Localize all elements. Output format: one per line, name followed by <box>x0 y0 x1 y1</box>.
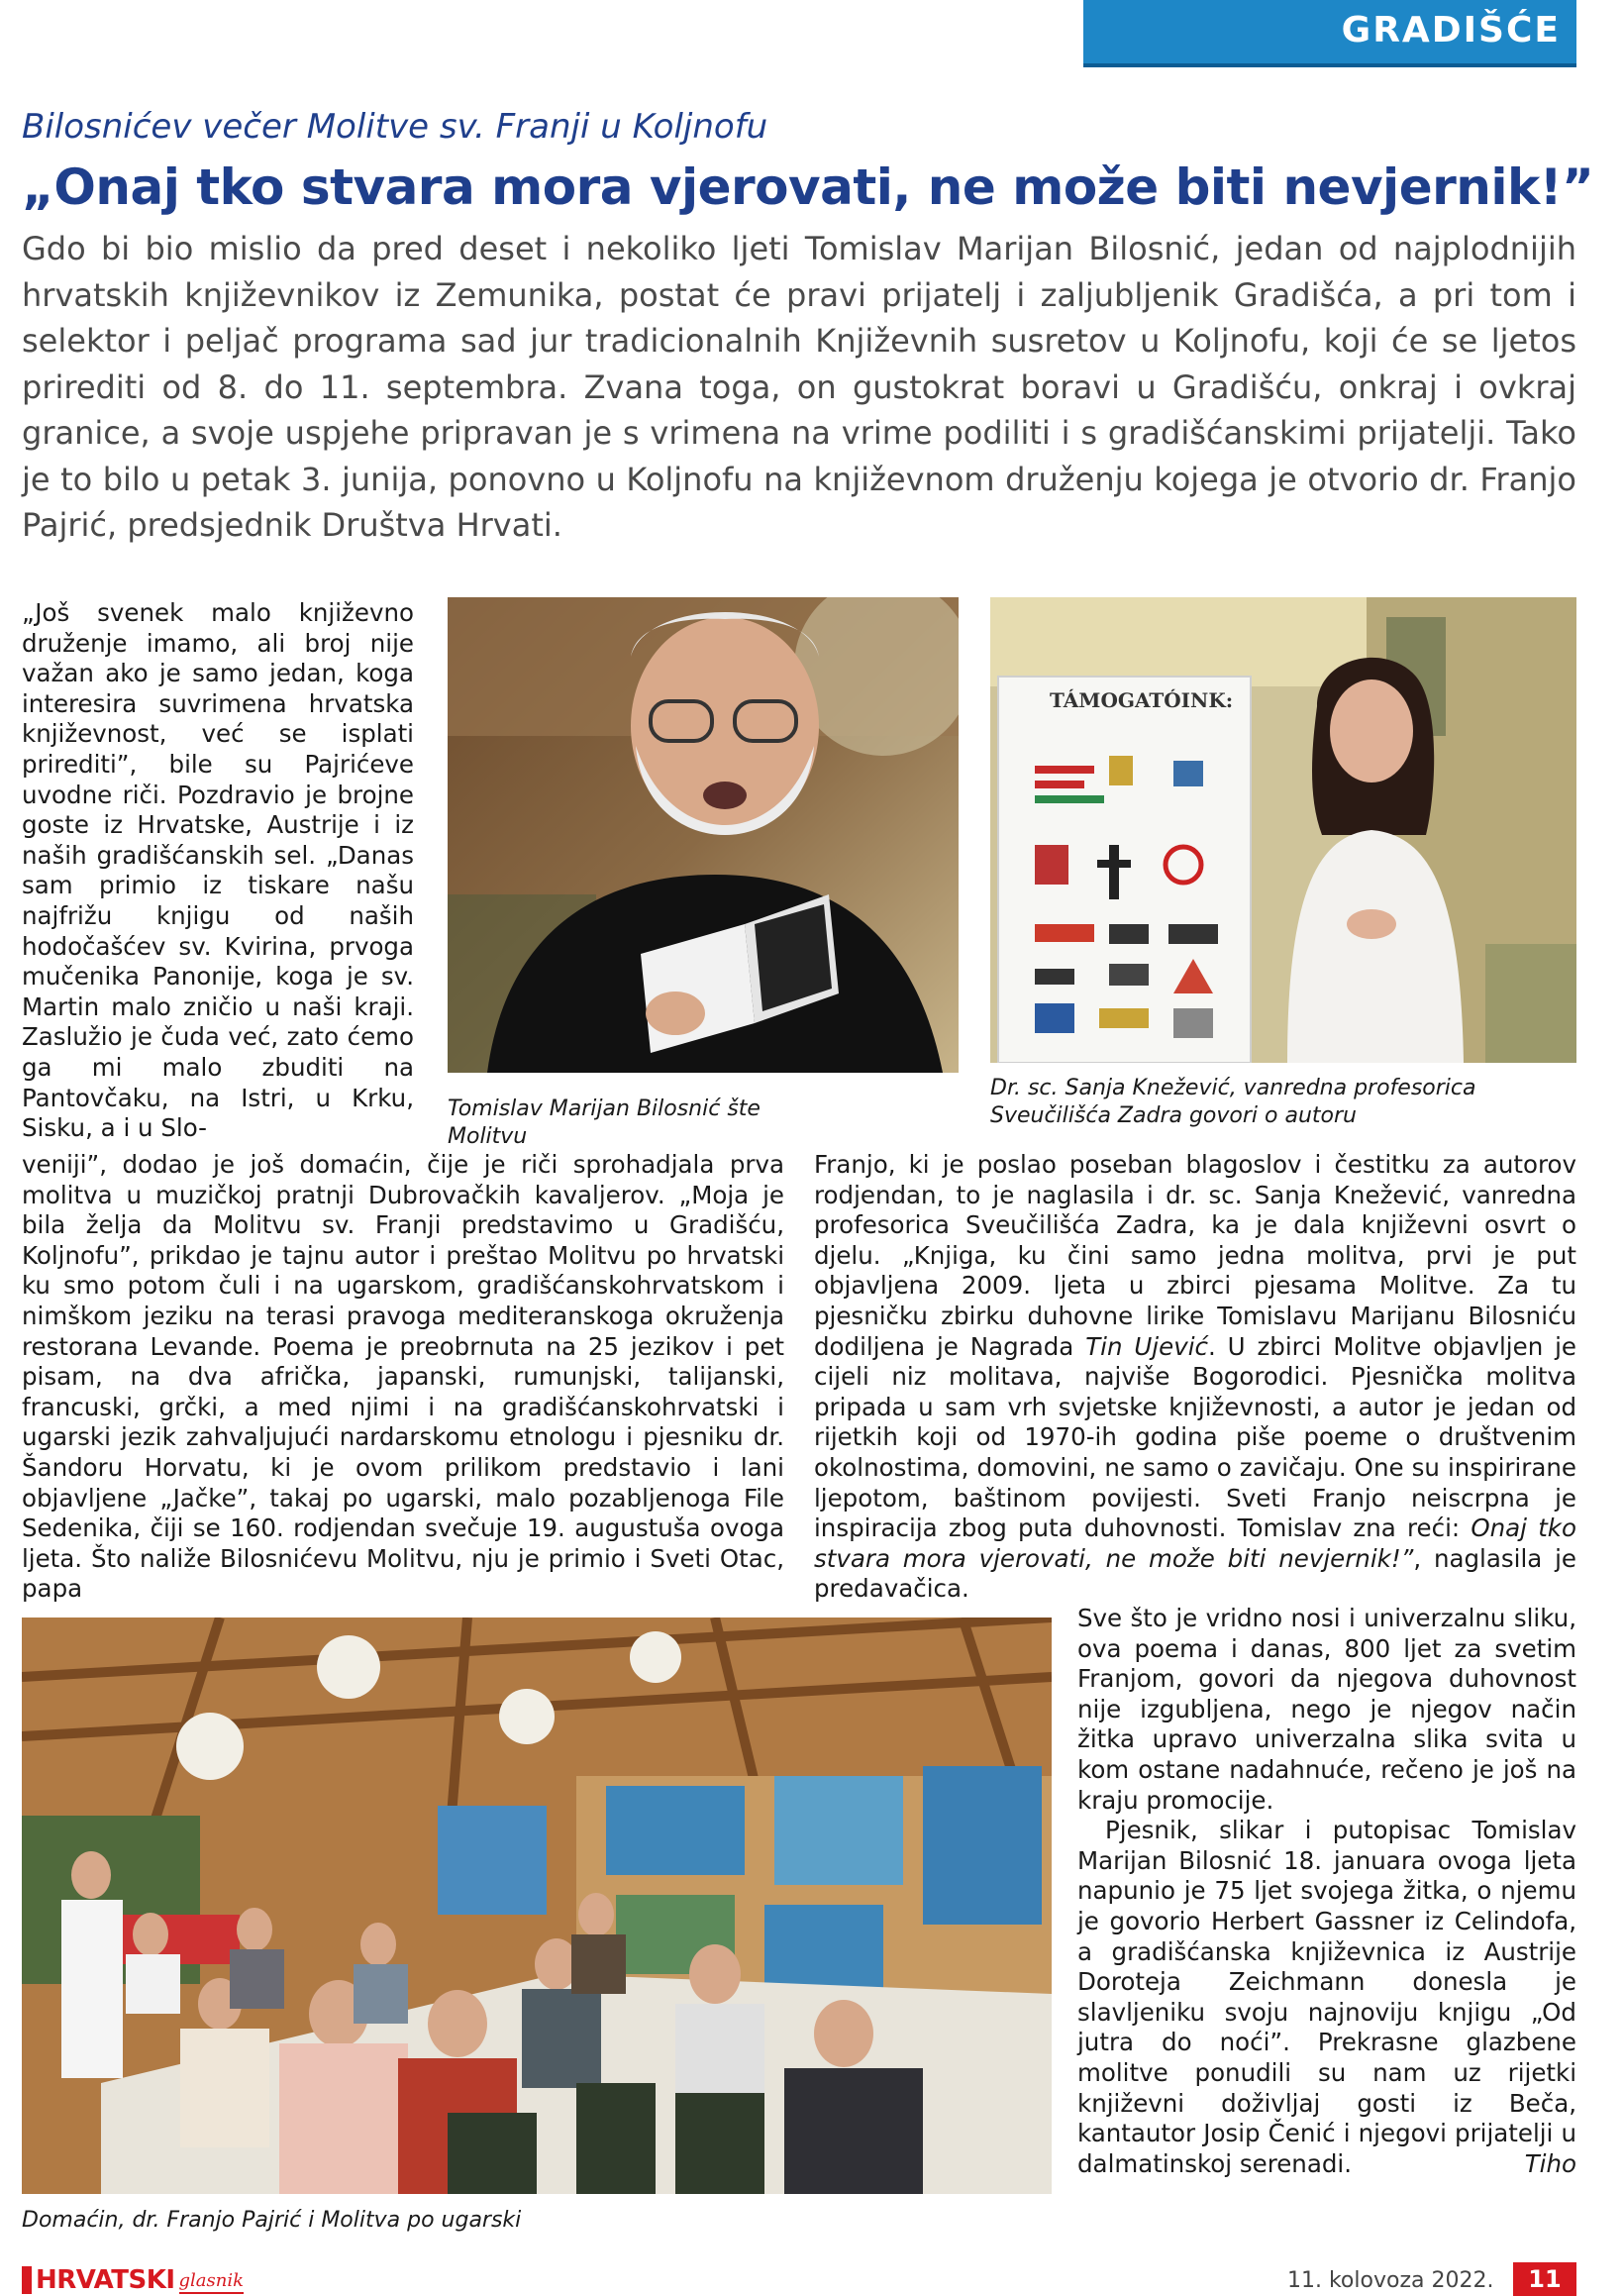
photo-speaker-reading <box>448 597 959 1073</box>
photo-terrace-gathering <box>22 1618 1052 2194</box>
body-col2-wide <box>814 1150 1576 1605</box>
body-col2-narrow <box>1077 1604 1576 2178</box>
photo2-caption: Dr. sc. Sanja Knežević, vanredna profesorica Sveučilišća Zadra govori o autoru <box>990 1076 1476 1128</box>
author-signature: Tiho <box>1524 2149 1576 2179</box>
logo-main-text: HRVATSKI <box>36 2265 175 2295</box>
award-name: Tin Ujević <box>1085 1331 1208 1361</box>
section-tab: GRADIŠĆE <box>1083 0 1576 63</box>
photo3-caption: Domaćin, dr. Franjo Pajrić i Molitva po ugarski <box>22 2208 522 2233</box>
magazine-logo <box>22 2266 244 2294</box>
article-kicker: Bilosnićev večer Molitve sv. Franji u Koljnofu <box>22 107 768 147</box>
body-col1-narrow: „Još svenek malo književno druženje imamo, ali broj nije važan ako je samo jedan, koga interesira suvrimena hrvatska književnost, već se isplati prirediti”, bile su Pajrićeve uvodne riči. Pozdravio je brojne goste iz Hrvatske, Austrije i iz naših gradišćanskih sel. „Danas sam primio iz tiskare našu najfrižu knjigu od naših hodočašćev sv. Kvirina, prvoga mučenika Panonije, koga je sv. Martin malo zničio u naši kraji. Zaslužio je čuda već, zato ćemo ga mi malo zbuditi na Pantovčaku, na Istri, u Krku, Sisku, a i u Slo- <box>22 598 414 1143</box>
body-col2-text-2: . U zbirci Molitve objavljen je cijeli niz molitava, najviše Bogorodici. Pjesnička molitva pripada u sam vrh svjetske književnosti, a autor je jedan od rijetkih koji od 1970-ih godina piše poeme o društvenim okolnostima, domovini, ne samo o zavičaju. One su inspirirane ljepotom, baštinom povijesti. Sveti Franjo neiscrpna je inspiracija zbog puta duhovnosti. Tomislav zna reći: <box>814 1331 1576 1543</box>
body-paragraph-2: Pjesnik, slikar i putopisac Tomislav Marijan Bilosnić 18. januara ovoga ljeta napunio je 75 ljet svojega žitka, o njemu je govorio Herbert Gassner iz Celindofa, a gradišćanska književnica iz Austrije Doroteja Zeichmann donesla je slavljeniku svoju najnoviju knjigu „Od jutra do noći”. Prekrasne glazbene molitve ponudili su nam uz rijetki književni doživljaj gosti iz Beča, kantautor Josip Čenić i njegovi prijatelji u dalmatinskoj serenadi. <box>1077 1816 1576 2178</box>
issue-date: 11. kolovoza 2022. <box>1287 2268 1494 2293</box>
logo-sub-text: glasnik <box>179 2270 245 2294</box>
body-col2-text-1: Franjo, ki je poslao poseban blagoslov i čestitku za autorov rodjendan, to je naglasila i dr. sc. Sanja Knežević, vanredna profesorica Sveučilišća Zadra, ka je dala književni osvrt o djelu. „Knjiga, ku čini samo jedna molitva, prvi je put objavljena 2009. ljeta u zbirci pjesama Molitve. Za tu pjesničku zbirku duhovne lirike Tomislavu Marijanu Bilosniću dodiljena je Nagrada <box>814 1150 1576 1361</box>
page-number: 11 <box>1513 2262 1576 2296</box>
article-headline: „Onaj tko stvara mora vjerovati, ne može biti nevjernik!” <box>22 158 1594 216</box>
section-tab-underline <box>1083 63 1576 67</box>
body-col2-text-3: , naglasila je predavačica. <box>814 1543 1576 1604</box>
sponsor-board-title: TÁMOGATÓINK: <box>1050 688 1234 712</box>
article-lead: Gdo bi bio mislio da pred deset i nekoliko ljeti Tomislav Marijan Bilosnić, jedan od najplodnijih hrvatskih književnikov iz Zemunika, postat će pravi prijatelj i zaljubljenik Gradišća, a pri tom i selektor i peljač programa sad jur tradicionalnih Književnih susretov u Koljnofu, koji će se ljetos prirediti od 8. do 11. septembra. Zvana toga, on gustokrat boravi u Gradišću, onkraj i ovkraj granice, a svoje uspjehe pripravan je s vrimena na vrime podiliti i s gradišćanskimi prijatelji. Tako je to bilo u petak 3. junija, ponovno u Koljnofu na književnom druženju kojega je otvorio dr. Franjo Pajrić, predsjednik Društva Hrvati. <box>22 230 1576 544</box>
body-col1-wide: veniji”, dodao je još domaćin, čije je riči sprohadjala prva molitva u muzičkoj pratnji Dubrovačkih kavaljerov. „Moja je bila želja da Molitvu sv. Franji predstavimo u Gradišću, Koljnofu”, prikdao je tajnu autor i preštao Molitvu po hrvatski ku smo potom čuli i na ugarskom, gradišćanskohrvatskom i nimškom jeziku na terasi pravoga mediteranskoga okruženja restorana Levande. Poema je preobrnuta na 25 jezikov i pet pisam, na dva afrička, japanski, rumunjski, talijanski, francuski, grčki, a med njimi i na gradišćanskohrvatski i ugarski jezik zahvaljujući nardarskomu etnologu i pjesniku dr. Šandoru Horvatu, ki je ovom prilikom predstavio i lani objavljene „Jačke”, takaj po ugarski, malo pozabljenoga File Sedenika, čiji se 160. rodjendan svečuje 19. augustuša ovoga ljeta. Što naliže Bilosnićevu Molitvu, nju je primio i Sveti Otac, papa <box>22 1150 784 1604</box>
quote-italic: Onaj tko stvara mora vjerovati, ne može biti nevjernik!” <box>814 1513 1576 1573</box>
body-paragraph-1: Sve što je vridno nosi i univerzalnu sliku, ova poema i danas, 800 ljet za svetim Franjom, govori da njegova duhovnost nije izgubljena, nego je njegov način žitka upravo univerzalna slika svita u kom ostane nadahnuće, rečeno je još na kraju promocije. <box>1077 1604 1576 1815</box>
logo-bar <box>22 2266 32 2294</box>
photo-presenter <box>990 597 1576 1063</box>
photo1-caption: Tomislav Marijan Bilosnić šte Molitvu <box>448 1096 761 1149</box>
